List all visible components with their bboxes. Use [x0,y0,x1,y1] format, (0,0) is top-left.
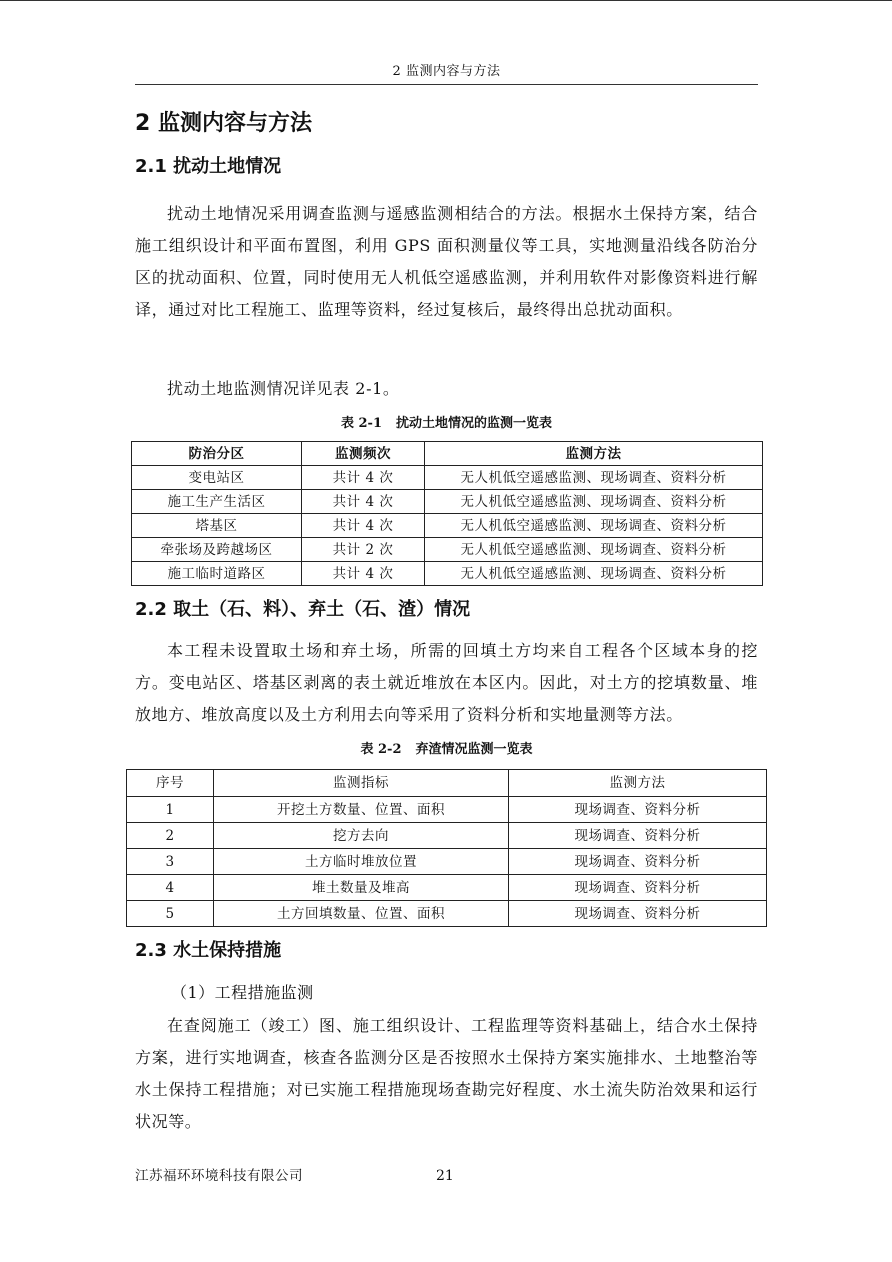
section-2-1-title: 2.1 扰动土地情况 [135,156,282,177]
table-row [132,562,763,586]
table-row [132,490,763,514]
section-2-2-title: 2.2 取土（石、料）、弃土（石、渣）情况 [135,599,471,620]
table-cell: 塔基区 [132,514,302,538]
footer-company-name: 江苏福环环境科技有限公司 [135,1168,303,1184]
table-cell: 1 [127,797,214,823]
table-2-1-caption-title: 扰动土地情况的监测一览表 [396,416,553,431]
table-row [127,901,767,927]
table-cell: 现场调查、资料分析 [509,823,767,849]
table-cell: 无人机低空遥感监测、现场调查、资料分析 [425,562,763,586]
table-cell: 变电站区 [132,466,302,490]
section-2-3-subheading: （1）工程措施监测 [171,983,314,1002]
table-cell: 土方回填数量、位置、面积 [214,901,509,927]
running-header: 2 监测内容与方法 [392,64,501,79]
section-2-2-paragraph: 本工程未设置取土场和弃土场，所需的回填土方均来自工程各个区域本身的挖方。变电站区、塔基区剥离的表土就近堆放在本区内。因此，对土方的挖填数量、堆放地方、堆放高度以及土方利用去向等采用了资料分析和实地量测等方法。 [135,641,758,724]
table-cell: 共计 4 次 [302,490,425,514]
table-2-2-caption-title: 弃渣情况监测一览表 [415,742,533,757]
table-cell: 现场调查、资料分析 [509,875,767,901]
table-row [132,538,763,562]
table-cell: 堆土数量及堆高 [214,875,509,901]
footer-page-number: 21 [436,1168,454,1184]
table-cell: 共计 2 次 [302,538,425,562]
table-2-2-caption [135,741,758,759]
table-header-cell: 监测指标 [214,770,509,797]
table-header-cell: 监测方法 [509,770,767,797]
table-2-1-caption [135,415,758,433]
table-cell: 共计 4 次 [302,514,425,538]
table-row [132,514,763,538]
table-cell: 3 [127,849,214,875]
table-row [127,875,767,901]
table-cell: 施工临时道路区 [132,562,302,586]
table-header-row [132,442,763,466]
table-cell: 挖方去向 [214,823,509,849]
table-2-1 [131,441,763,586]
header-rule [135,84,758,85]
table-cell: 无人机低空遥感监测、现场调查、资料分析 [425,490,763,514]
table-cell: 共计 4 次 [302,466,425,490]
table-header-cell: 监测方法 [425,442,763,466]
table-header-cell: 防治分区 [132,442,302,466]
table-cell: 现场调查、资料分析 [509,901,767,927]
section-2-1-paragraph: 扰动土地情况采用调查监测与遥感监测相结合的方法。根据水土保持方案，结合施工组织设计和平面布置图，利用 GPS 面积测量仪等工具，实地测量沿线各防治分区的扰动面积、位置，同时使用无人机低空遥感监测，并利用软件对影像资料进行解译，通过对比工程施工、监理等资料，经过复核后，最终得出总扰动面积。 [135,204,758,319]
table-cell: 4 [127,875,214,901]
table-header-cell: 序号 [127,770,214,797]
table-2-2 [126,769,767,927]
table-2-2-caption-number: 表 2-2 [360,742,402,757]
section-2-3-title: 2.3 水土保持措施 [135,940,282,961]
top-border-line [0,0,892,1]
table-cell: 无人机低空遥感监测、现场调查、资料分析 [425,514,763,538]
table-cell: 现场调查、资料分析 [509,849,767,875]
table-cell: 2 [127,823,214,849]
table-row [127,823,767,849]
table-cell: 施工生产生活区 [132,490,302,514]
table-row [132,466,763,490]
chapter-title: 2 监测内容与方法 [135,111,312,136]
table-header-cell: 监测频次 [302,442,425,466]
table-cell: 无人机低空遥感监测、现场调查、资料分析 [425,538,763,562]
table-row [127,797,767,823]
table-row [127,849,767,875]
table-cell: 现场调查、资料分析 [509,797,767,823]
table-header-row [127,770,767,797]
table-cell: 开挖土方数量、位置、面积 [214,797,509,823]
table-cell: 共计 4 次 [302,562,425,586]
table-cell: 牵张场及跨越场区 [132,538,302,562]
section-2-1-table-reference: 扰动土地监测情况详见表 2-1。 [167,379,400,398]
table-2-1-caption-number: 表 2-1 [340,416,382,431]
table-cell: 5 [127,901,214,927]
section-2-3-paragraph: 在查阅施工（竣工）图、施工组织设计、工程监理等资料基础上，结合水土保持方案，进行实地调查，核查各监测分区是否按照水土保持方案实施排水、土地整治等水土保持工程措施；对已实施工程措施现场查勘完好程度、水土流失防治效果和运行状况等。 [135,1016,758,1131]
table-cell: 无人机低空遥感监测、现场调查、资料分析 [425,466,763,490]
table-cell: 土方临时堆放位置 [214,849,509,875]
